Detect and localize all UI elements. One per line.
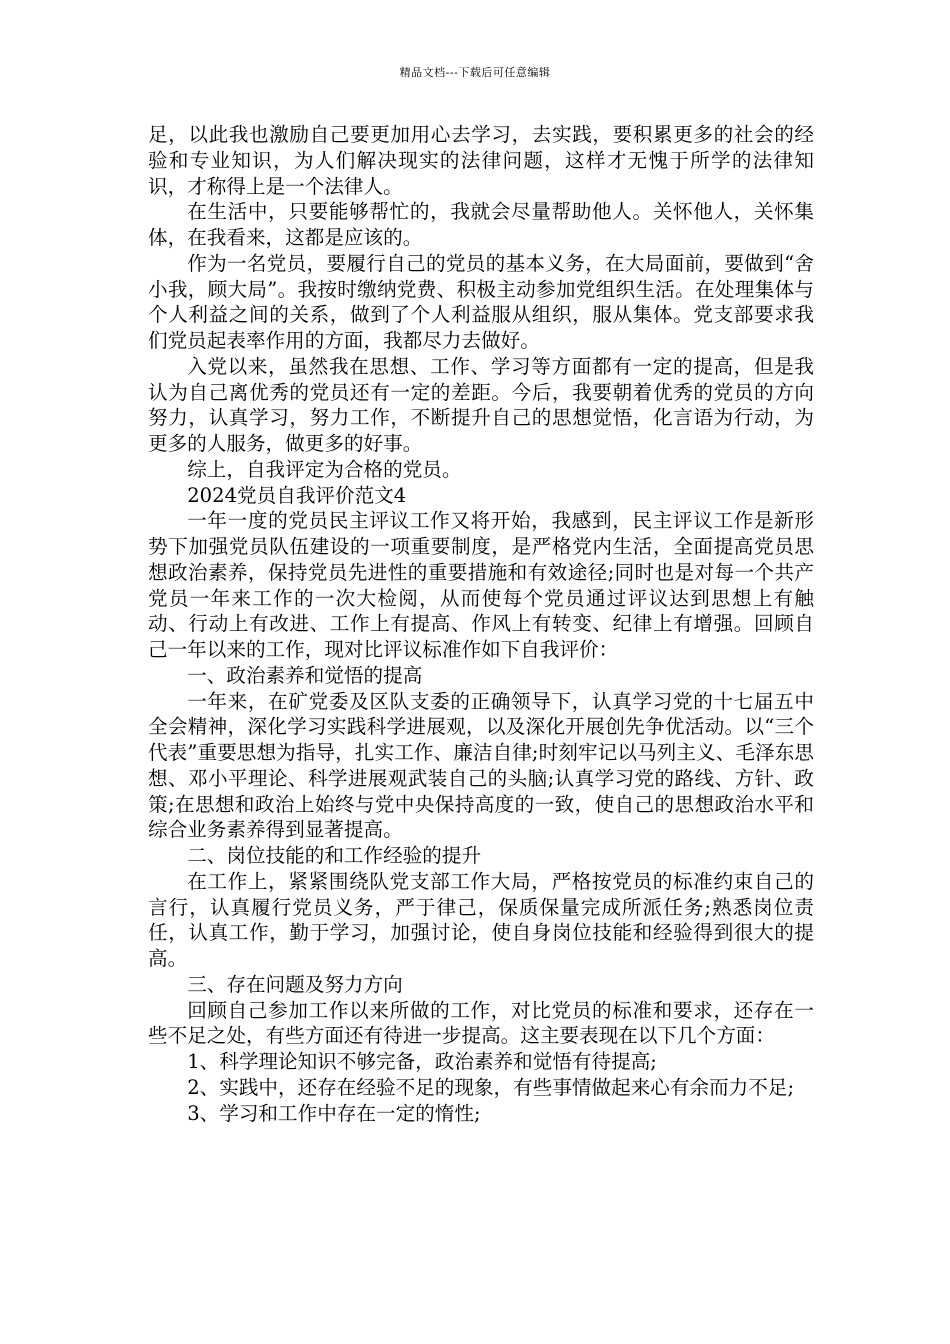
section-title-sample-4: 2024党员自我评价范文4 bbox=[187, 483, 407, 507]
list-item-1: 1、科学理论知识不够完备，政治素养和觉悟有待提高; bbox=[187, 1050, 657, 1073]
paragraph-party-duties: 作为一名党员，要履行自己的党员的基本义务，在大局面前，要做到“舍小我，顾大局”。我按时缴纳党费、积极主动参加党组织生活。在处理集体与个人利益之间的关系，做到了个人利益服从组织，服从集体。党支部要求我们党员起表率作用的方面，我都尽力去做好。 bbox=[148, 251, 814, 352]
paragraph-continuation: 足，以此我也激励自己要更加用心去学习，去实践，要积累更多的社会的经验和专业知识，为人们解决现实的法律问题，这样才无愧于所学的法律知识，才称得上是一个法律人。 bbox=[148, 123, 814, 198]
page-header: 精品文档---下载后可任意编辑 bbox=[399, 66, 551, 79]
paragraph-job-skills: 在工作上，紧紧围绕队党支部工作大局，严格按党员的标准约束自己的言行，认真履行党员义务，严于律己，保质保量完成所派任务;熟悉岗位责任，认真工作，勤于学习，加强讨论，使自身岗位技能和经验得到很大的提高。 bbox=[148, 869, 814, 970]
heading-problems-direction: 三、存在问题及努力方向 bbox=[187, 972, 403, 996]
heading-job-skills: 二、岗位技能的和工作经验的提升 bbox=[187, 844, 482, 867]
paragraph-political-awareness: 一年来，在矿党委及区队支委的正确领导下，认真学习党的十七届五中全会精神，深化学习实践科学进展观，以及深化开展创先争优活动。以“三个代表”重要思想为指导，扎实工作、廉洁自律;时刻牢记以马列主义、毛泽东思想、邓小平理论、科学进展观武装自己的头脑;认真学习党的路线、方针、政策;在思想和政治上始终与党中央保持高度的一致，使自己的思想政治水平和综合业务素养得到显著提高。 bbox=[148, 689, 814, 842]
paragraph-since-joining: 入党以来，虽然我在思想、工作、学习等方面都有一定的提高，但是我认为自己离优秀的党员还有一定的差距。今后，我要朝着优秀的党员的方向努力，认真学习，努力工作，不断提升自己的思想觉悟，化言语为行动，为更多的人服务，做更多的好事。 bbox=[148, 354, 814, 455]
paragraph-conclusion: 综上，自我评定为合格的党员。 bbox=[187, 457, 462, 481]
paragraph-intro-evaluation: 一年一度的党员民主评议工作又将开始，我感到，民主评议工作是新形势下加强党员队伍建设的一项重要制度，是严格党内生活，全面提高党员思想政治素养，保持党员先进性的重要措施和有效途径;同时也是对每一个共产党员一年来工作的一次大检阅，从而使每个党员通过评议达到思想上有触动、行动上有改进、工作上有提高、作风上有转变、纪律上有增强。回顾自己一年以来的工作，现对比评议标准作如下自我评价： bbox=[148, 509, 814, 661]
paragraph-helping-others: 在生活中，只要能够帮忙的，我就会尽量帮助他人。关怀他人，关怀集体，在我看来，这都是应该的。 bbox=[148, 200, 814, 249]
list-item-2: 2、实践中，还存在经验不足的现象，有些事情做起来心有余而力不足; bbox=[187, 1075, 795, 1099]
paragraph-problems-intro: 回顾自己参加工作以来所做的工作，对比党员的标准和要求，还存在一些不足之处，有些方面还有待进一步提高。这主要表现在以下几个方面： bbox=[148, 998, 814, 1048]
list-item-3: 3、学习和工作中存在一定的惰性; bbox=[187, 1101, 481, 1125]
heading-political-awareness: 一、政治素养和觉悟的提高 bbox=[187, 663, 423, 687]
document-body bbox=[148, 122, 814, 1126]
